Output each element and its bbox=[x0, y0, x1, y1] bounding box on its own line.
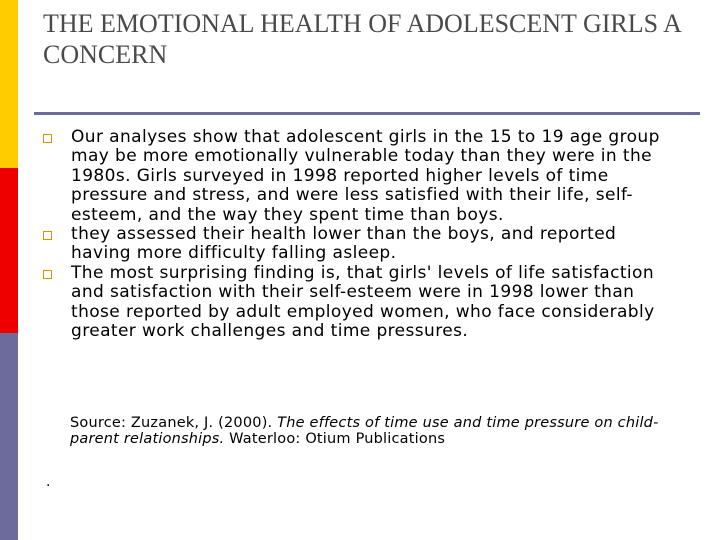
footer-mark: . bbox=[46, 474, 51, 490]
square-bullet-icon bbox=[43, 270, 52, 279]
bullet-text: they assessed their health lower than the boys, and reported having more difficulty falling asleep. bbox=[71, 224, 617, 264]
source-citation bbox=[70, 415, 680, 447]
bullet-text: Our analyses show that adolescent girls in the 15 to 19 age group may be more emotionally vulnerable today than they were in the 1980s. Girls surveyed in 1998 reported higher levels of time pressure and stress, and were less satisfied with their life, self-esteem, and the way they spent time than boys. bbox=[71, 127, 660, 225]
source-suffix: Waterloo: Otium Publications bbox=[224, 431, 446, 447]
source-title: The effects of time use and time pressure on child-parent relationships. bbox=[70, 415, 659, 447]
source-prefix: Source: Zuzanek, J. (2000). bbox=[70, 415, 278, 431]
side-bar-red bbox=[0, 168, 18, 333]
square-bullet-icon bbox=[43, 231, 52, 240]
bullet-text: The most surprising finding is, that girls' levels of life satisfaction and satisfaction with their self-esteem were in 1998 lower than those reported by adult employed women, who face considerably greater work challenges and time pressures. bbox=[71, 262, 655, 342]
side-bar-yellow bbox=[0, 0, 18, 168]
bullet-item bbox=[40, 128, 680, 225]
side-bar-slate bbox=[0, 333, 18, 540]
bullet-list bbox=[40, 128, 680, 341]
slide-title: THE EMOTIONAL HEALTH OF ADOLESCENT GIRLS A CONCERN bbox=[43, 9, 681, 69]
bullet-item bbox=[40, 225, 680, 264]
square-bullet-icon bbox=[43, 134, 52, 143]
bullet-item bbox=[40, 264, 680, 342]
title-divider bbox=[34, 112, 700, 115]
